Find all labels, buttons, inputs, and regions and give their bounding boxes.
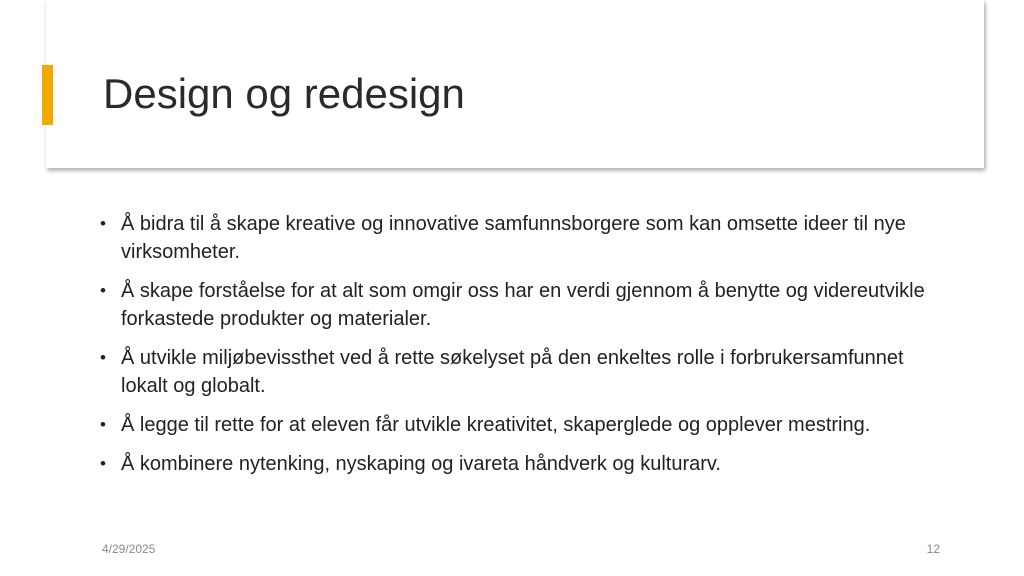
slide-title: Design og redesign: [103, 70, 465, 117]
bullet-item: [100, 210, 950, 266]
bullet-text: Å skape forståelse for at alt som omgir oss har en verdi gjennom å benytte og videreutvikle forkastede produkter og materialer.: [121, 280, 925, 330]
bullet-marker: •: [100, 214, 106, 233]
bullet-item: [100, 411, 950, 439]
bullet-marker: •: [100, 415, 106, 434]
bullet-text: Å bidra til å skape kreative og innovative samfunnsborgere som kan omsette ideer til nye virksomheter.: [121, 213, 906, 263]
footer-page-number: 12: [926, 542, 940, 556]
bullet-text: Å kombinere nytenking, nyskaping og ivareta håndverk og kulturarv.: [121, 453, 721, 475]
bullet-marker: •: [100, 348, 106, 367]
bullet-marker: •: [100, 281, 106, 300]
bullet-list: [100, 210, 950, 489]
footer-date: 4/29/2025: [102, 542, 156, 556]
bullet-text: Å utvikle miljøbevissthet ved å rette søkelyset på den enkeltes rolle i forbrukersamfunnet lokalt og globalt.: [121, 347, 904, 397]
bullet-item: [100, 277, 950, 333]
title-accent-bar: [42, 65, 53, 125]
bullet-item: [100, 450, 950, 478]
bullet-text: Å legge til rette for at eleven får utvikle kreativitet, skaperglede og opplever mestring.: [121, 414, 871, 436]
bullet-marker: •: [100, 454, 106, 473]
bullet-item: [100, 344, 950, 400]
